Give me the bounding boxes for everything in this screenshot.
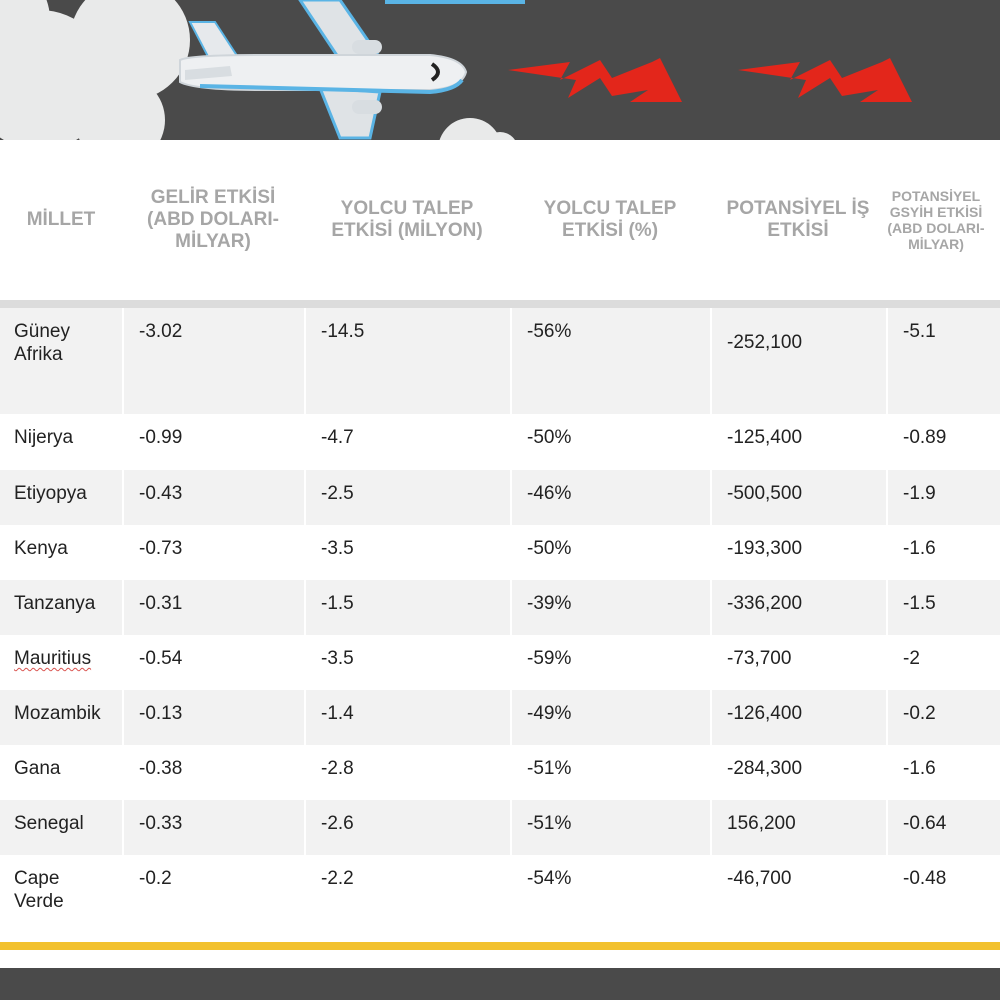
cell-income: [124, 414, 304, 470]
cell-passengers-pct: [512, 745, 710, 800]
table-row: [0, 800, 1000, 855]
header-line: POTANSİYEL: [891, 187, 981, 204]
cell-income: [124, 580, 304, 635]
cell-income-text: -0.73: [139, 538, 183, 559]
cell-gdp: [888, 800, 1000, 855]
cell-jobs: [712, 690, 886, 745]
cell-passengers: [306, 308, 510, 414]
cell-gdp-text: -0.48: [903, 868, 947, 889]
cell-income-text: -0.13: [139, 703, 183, 724]
cell-gdp-text: -1.6: [903, 758, 936, 779]
header-line: GSYİH ETKİSİ: [889, 203, 983, 220]
blue-stripe: [385, 0, 525, 4]
table-row: [0, 414, 1000, 470]
cell-jobs-text: -284,300: [727, 758, 803, 779]
cell-gdp-text: -0.64: [903, 813, 947, 834]
cell-country: [0, 470, 122, 525]
cell-income: [124, 690, 304, 745]
cell-country-text: Mozambik: [14, 703, 101, 724]
cell-jobs: [712, 525, 886, 580]
cell-gdp-text: -0.89: [903, 427, 947, 448]
cell-income: [124, 308, 304, 414]
cell-passengers-pct: [512, 855, 710, 935]
cell-gdp: [888, 690, 1000, 745]
footer-accent-line: [0, 942, 1000, 950]
cell-passengers: [306, 470, 510, 525]
cell-country: [0, 855, 122, 935]
cell-income-text: -0.33: [139, 813, 183, 834]
table-row: [0, 690, 1000, 745]
cell-passengers-pct-text: -49%: [527, 703, 572, 724]
cell-passengers-pct: [512, 414, 710, 470]
header-line: MİLLET: [26, 209, 96, 231]
table-row: [0, 308, 1000, 414]
cell-gdp: [888, 414, 1000, 470]
cell-country: [0, 635, 122, 690]
cell-income: [124, 470, 304, 525]
cell-country-text: Etiyopya: [14, 483, 87, 504]
cell-country: [0, 690, 122, 745]
down-zigzag-arrow-icon: [508, 58, 682, 102]
cell-gdp-text: -1.6: [903, 538, 936, 559]
banner-illustration: [0, 0, 1000, 140]
cell-jobs: [712, 745, 886, 800]
cell-country: [0, 800, 122, 855]
cell-income-text: -3.02: [139, 321, 183, 342]
header-line: (ABD DOLARI-: [147, 209, 279, 231]
cell-passengers-pct-text: -54%: [527, 868, 572, 889]
cell-country: [0, 745, 122, 800]
cell-gdp: [888, 635, 1000, 690]
cell-passengers-text: -14.5: [321, 321, 365, 342]
down-zigzag-arrow-icon: [738, 58, 912, 102]
cell-gdp: [888, 745, 1000, 800]
footer-bar: [0, 968, 1000, 1000]
cell-jobs-text: 156,200: [727, 813, 796, 834]
cell-country: [0, 308, 122, 414]
cell-income-text: -0.99: [139, 427, 183, 448]
header-line: ETKİSİ (%): [561, 220, 659, 241]
cell-gdp-text: -5.1: [903, 321, 936, 342]
cell-passengers-text: -2.5: [321, 483, 354, 504]
cell-passengers-text: -4.7: [321, 427, 354, 448]
header-jobs: [710, 140, 886, 300]
header-line: (ABD DOLARI-: [887, 220, 985, 236]
table-row: [0, 470, 1000, 525]
cell-passengers: [306, 745, 510, 800]
cell-jobs-text: -46,700: [727, 868, 792, 889]
cell-jobs: [712, 414, 886, 470]
cell-passengers-pct: [512, 800, 710, 855]
cell-jobs: [712, 635, 886, 690]
cell-passengers-pct-text: -39%: [527, 593, 572, 614]
cell-income: [124, 635, 304, 690]
cell-passengers-text: -2.6: [321, 813, 354, 834]
cell-passengers-pct: [512, 470, 710, 525]
cell-passengers-pct-text: -56%: [527, 321, 572, 342]
cell-passengers: [306, 690, 510, 745]
cell-passengers-pct: [512, 635, 710, 690]
header-line: MİLYAR): [908, 236, 964, 253]
cell-jobs-text: -125,400: [727, 427, 803, 448]
cell-gdp-text: -1.5: [903, 593, 936, 614]
cell-passengers-pct-text: -50%: [527, 538, 572, 559]
cell-income-text: -0.54: [139, 648, 183, 669]
table-header: [0, 140, 1000, 300]
cell-passengers: [306, 414, 510, 470]
table-row: [0, 635, 1000, 690]
cell-passengers-text: -3.5: [321, 538, 354, 559]
cell-country: [0, 525, 122, 580]
cell-passengers-pct-text: -46%: [527, 483, 572, 504]
cell-country-text: Tanzanya: [14, 593, 96, 614]
airplane-icon: [180, 0, 466, 138]
header-line: YOLCU TALEP: [340, 198, 474, 220]
cell-country-text: Mauritius: [14, 648, 92, 669]
cell-jobs-text: -336,200: [727, 593, 803, 614]
cell-income-text: -0.38: [139, 758, 183, 779]
cell-gdp: [888, 525, 1000, 580]
cell-income-text: -0.43: [139, 483, 183, 504]
header-line: YOLCU TALEP: [543, 198, 677, 220]
cell-passengers-text: -1.5: [321, 593, 354, 614]
cell-gdp-text: -2: [903, 648, 920, 669]
cell-jobs: [712, 308, 886, 414]
cell-passengers: [306, 525, 510, 580]
table-row: [0, 580, 1000, 635]
cell-passengers-pct-text: -50%: [527, 427, 572, 448]
cell-passengers: [306, 800, 510, 855]
cell-country: [0, 414, 122, 470]
table-row: [0, 855, 1000, 935]
cell-country-text: Cape Verde: [14, 868, 64, 912]
header-line: POTANSİYEL İŞ: [726, 198, 870, 220]
cell-jobs: [712, 580, 886, 635]
table-row: [0, 745, 1000, 800]
header-passengers-pct: [510, 140, 710, 300]
cell-income-text: -0.31: [139, 593, 183, 614]
cell-passengers-pct-text: -51%: [527, 813, 572, 834]
cell-passengers-pct: [512, 525, 710, 580]
cell-passengers-pct-text: -59%: [527, 648, 572, 669]
header-separator: [0, 300, 1000, 308]
cell-passengers-text: -1.4: [321, 703, 354, 724]
table-row: [0, 525, 1000, 580]
cell-passengers-text: -3.5: [321, 648, 354, 669]
cell-passengers-pct: [512, 690, 710, 745]
cell-gdp-text: -1.9: [903, 483, 936, 504]
cell-gdp: [888, 580, 1000, 635]
cell-income: [124, 800, 304, 855]
header-gdp: [870, 140, 1000, 300]
cell-gdp-text: -0.2: [903, 703, 936, 724]
header-income: [122, 140, 304, 300]
header-line: ETKİSİ (MİLYON): [331, 220, 483, 241]
cell-income: [124, 745, 304, 800]
cell-passengers-pct: [512, 308, 710, 414]
cell-passengers-text: -2.2: [321, 868, 354, 889]
cell-gdp: [888, 308, 1000, 414]
header-line: MİLYAR): [175, 230, 251, 252]
header-country: [0, 140, 122, 300]
cell-income: [124, 855, 304, 935]
cell-jobs-text: -73,700: [727, 648, 792, 669]
cell-country: [0, 580, 122, 635]
cell-passengers-pct: [512, 580, 710, 635]
cell-jobs-text: -252,100: [727, 332, 803, 353]
cell-country-text: Gana: [14, 758, 61, 779]
cell-jobs: [712, 470, 886, 525]
cell-country-text: Güney Afrika: [14, 321, 70, 365]
cell-jobs-text: -193,300: [727, 538, 803, 559]
cell-jobs-text: -126,400: [727, 703, 803, 724]
header-line: GELİR ETKİSİ: [150, 187, 276, 209]
cell-country-text: Kenya: [14, 538, 68, 559]
cell-income: [124, 525, 304, 580]
cell-gdp: [888, 855, 1000, 935]
cell-income-text: -0.2: [139, 868, 172, 889]
cell-passengers: [306, 855, 510, 935]
cell-passengers-text: -2.8: [321, 758, 354, 779]
cell-jobs: [712, 800, 886, 855]
cell-jobs-text: -500,500: [727, 483, 803, 504]
cell-country-text: Senegal: [14, 813, 84, 834]
cell-country-text: Nijerya: [14, 427, 74, 448]
cell-passengers-pct-text: -51%: [527, 758, 572, 779]
header-line: ETKİSİ: [767, 220, 829, 241]
header-passengers: [304, 140, 510, 300]
banner: [0, 0, 1000, 140]
cell-passengers: [306, 635, 510, 690]
cell-gdp: [888, 470, 1000, 525]
cell-passengers: [306, 580, 510, 635]
cell-jobs: [712, 855, 886, 935]
